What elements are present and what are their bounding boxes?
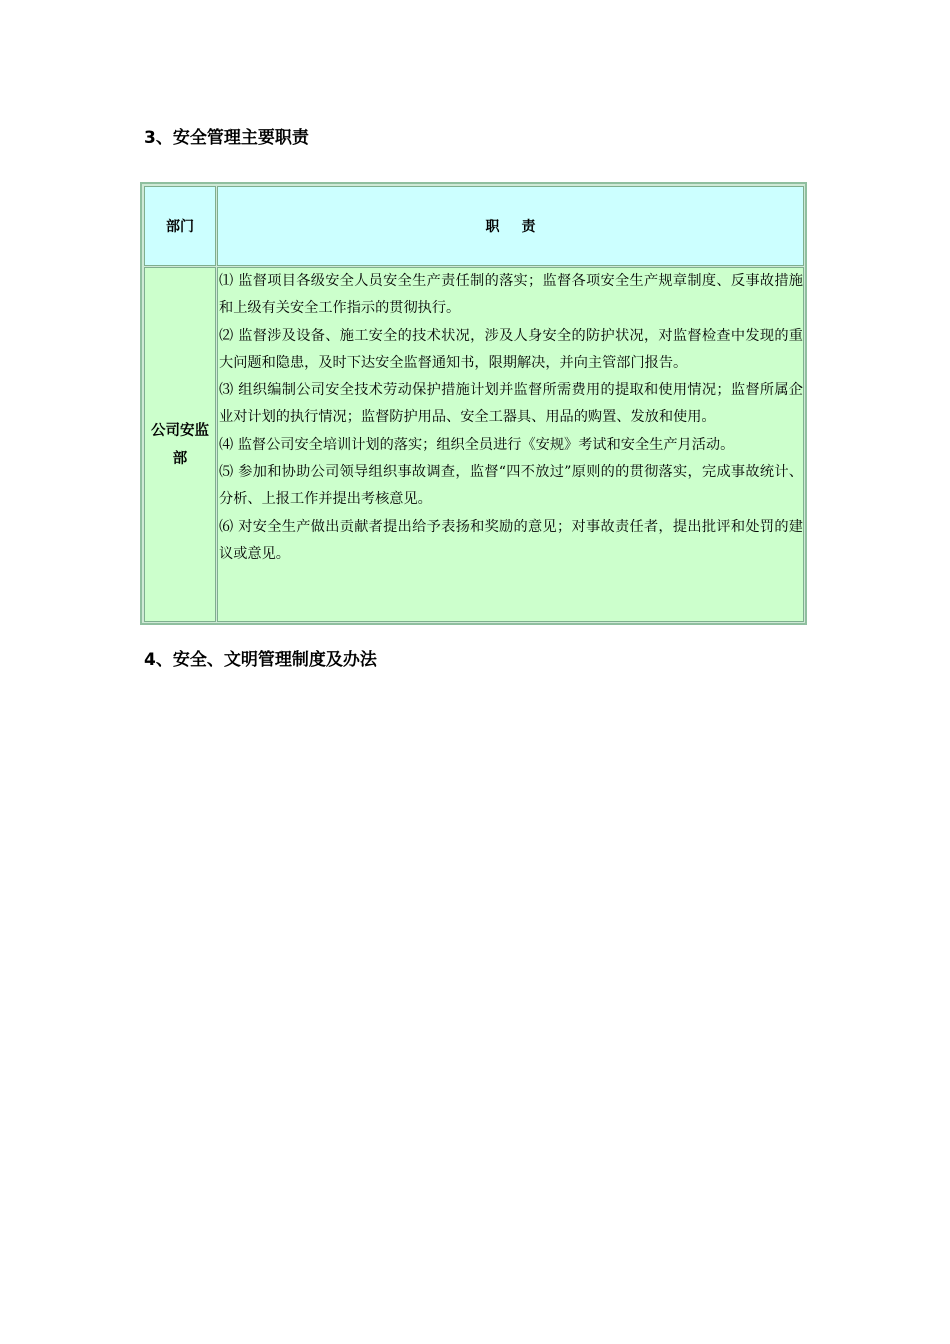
duty-item: ⑵ 监督涉及设备、施工安全的技术状况，涉及人身安全的防护状况，对监督检查中发现的重大问题和隐患，及时下达安全监督通知书，限期解决，并向主管部门报告。 bbox=[219, 327, 803, 371]
department-header-label: 部门 bbox=[166, 219, 194, 235]
department-cell bbox=[144, 267, 216, 622]
duties-header-cell bbox=[217, 186, 804, 266]
duty-item: ⑸ 参加和协助公司领导组织事故调查，监督“四不放过”原则的的贯彻落实，完成事故统计、分析、上报工作并提出考核意见。 bbox=[219, 464, 803, 508]
duties-header-label: 职责 bbox=[485, 219, 558, 235]
department-name: 公司安监部 bbox=[151, 422, 209, 467]
duty-item: ⑶ 组织编制公司安全技术劳动保护措施计划并监督所需费用的提取和使用情况；监督所属企业对计划的执行情况；监督防护用品、安全工器具、用品的购置、发放和使用。 bbox=[219, 382, 803, 426]
section-4-heading: 4、安全、文明管理制度及办法 bbox=[144, 650, 377, 670]
duty-item: ⑷ 监督公司安全培训计划的落实；组织全员进行《安规》考试和安全生产月活动。 bbox=[219, 436, 735, 453]
duty-item: ⑴ 监督项目各级安全人员安全生产责任制的落实；监督各项安全生产规章制度、反事故措施和上级有关安全工作指示的贯彻执行。 bbox=[219, 273, 803, 317]
duty-item: ⑹ 对安全生产做出贡献者提出给予表扬和奖励的意见；对事故责任者，提出批评和处罚的建议或意见。 bbox=[219, 518, 803, 562]
duties-cell bbox=[217, 267, 804, 622]
department-header-cell bbox=[144, 186, 216, 266]
duty-table bbox=[140, 182, 807, 625]
section-3-heading: 3、安全管理主要职责 bbox=[144, 128, 309, 148]
duty-list bbox=[218, 268, 803, 568]
